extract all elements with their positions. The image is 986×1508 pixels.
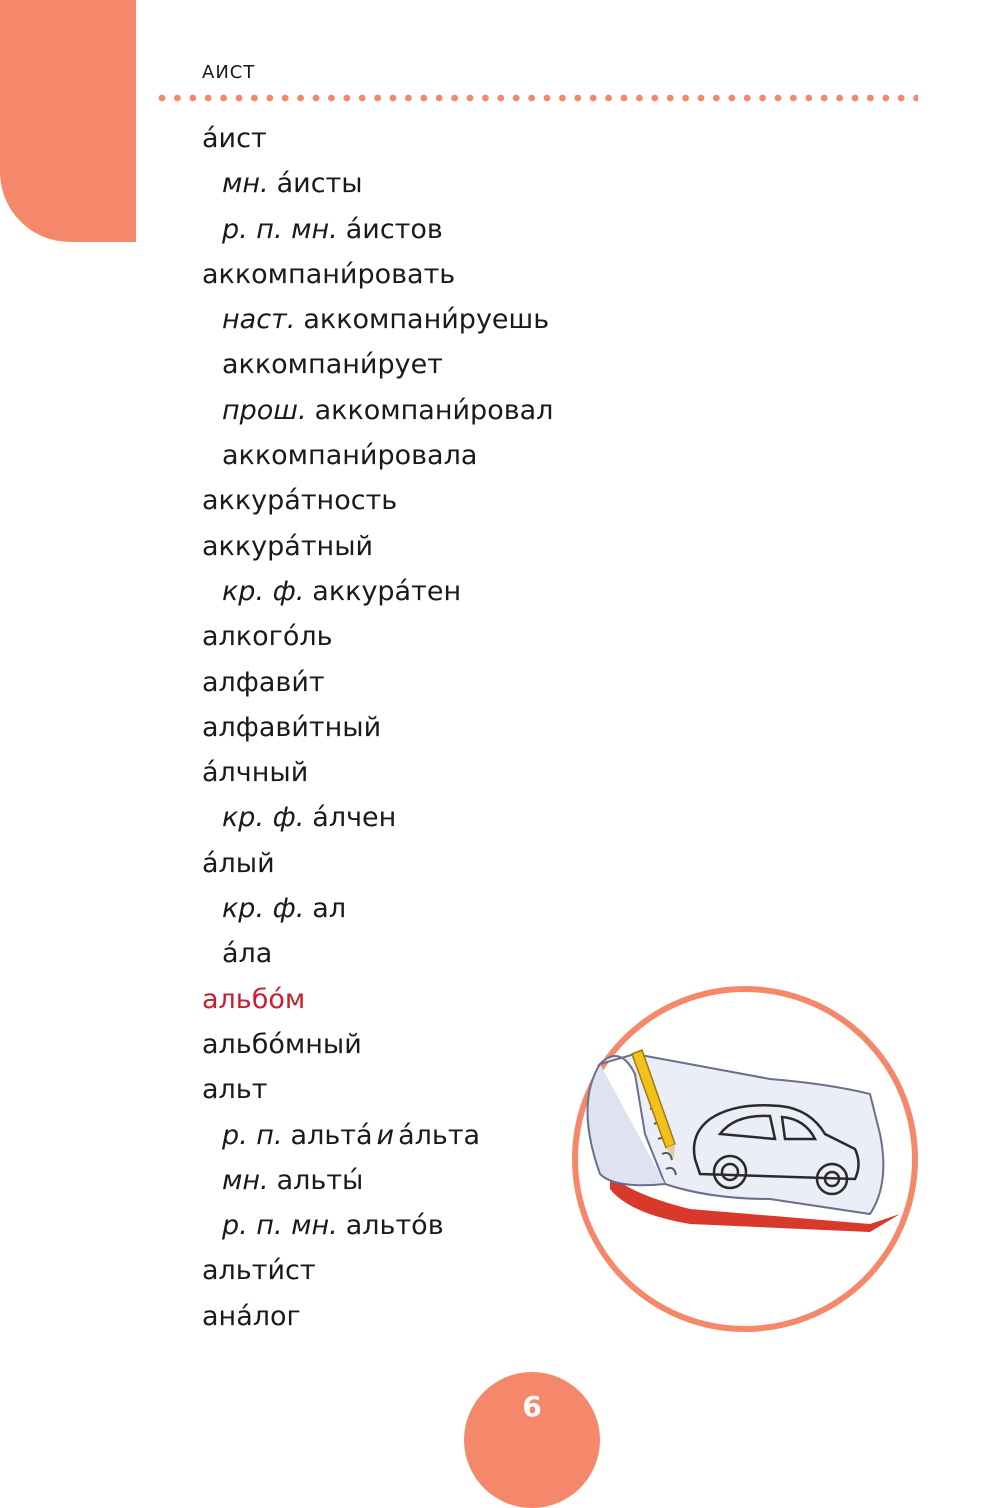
dictionary-entry [202, 614, 762, 659]
entry-word: ал [312, 893, 347, 925]
grammar-abbreviation: р. п. мн. [222, 213, 338, 245]
entry-word: а́исты [276, 168, 363, 200]
entry-word: а́лый [202, 847, 275, 879]
grammar-abbreviation: р. п. мн. [222, 1210, 338, 1242]
entry-word: а́лчный [202, 757, 309, 789]
entry-word: а́лчен [312, 802, 397, 834]
entry-word: аккомпани́ровал [314, 394, 554, 426]
dictionary-entry [202, 252, 762, 297]
entry-word: а́истов [345, 213, 443, 245]
dictionary-entry [202, 841, 762, 886]
dictionary-entry [202, 931, 762, 976]
entry-word: а́ист [202, 123, 267, 154]
dictionary-entry [202, 161, 762, 206]
grammar-abbreviation: наст. [222, 304, 296, 336]
grammar-abbreviation: р. п. [222, 1119, 283, 1151]
entry-word: алкого́ль [202, 621, 333, 653]
dictionary-entry [202, 660, 762, 705]
entry-word: альты́ [276, 1164, 364, 1196]
entry-word-variant: а́льта [398, 1119, 481, 1151]
entry-word: альт [202, 1074, 268, 1106]
dictionary-entry [202, 886, 762, 931]
grammar-abbreviation: кр. ф. [222, 893, 305, 925]
page-number: 6 [522, 1390, 542, 1423]
grammar-abbreviation: мн. [222, 168, 269, 200]
entry-word: алфави́тный [202, 711, 382, 743]
entry-word: аккура́тность [202, 485, 398, 517]
dotted-divider [158, 94, 918, 102]
grammar-abbreviation: мн. [222, 1164, 269, 1196]
dictionary-entry [202, 207, 762, 252]
entry-word: аккура́тен [312, 575, 462, 607]
entry-word: аккомпани́руешь [303, 304, 550, 336]
dictionary-entry [202, 116, 762, 161]
dictionary-entry [202, 388, 762, 433]
conjunction: и [376, 1119, 395, 1151]
entry-word: аккомпани́ровать [202, 258, 456, 290]
dictionary-entry [202, 569, 762, 614]
entry-word: алфави́т [202, 666, 325, 698]
dictionary-entry [202, 433, 762, 478]
corner-tab [0, 0, 136, 242]
entry-word: альти́ст [202, 1255, 316, 1287]
entry-word: альбо́м [202, 983, 306, 1015]
dictionary-entry [202, 750, 762, 795]
entry-word: ана́лог [202, 1300, 301, 1332]
grammar-abbreviation: кр. ф. [222, 575, 305, 607]
entry-word: аккомпани́рует [222, 349, 443, 381]
dictionary-entry [202, 795, 762, 840]
dictionary-entry [202, 342, 762, 387]
sketchbook-illustration [570, 984, 920, 1334]
dictionary-entry [202, 524, 762, 569]
entry-word: альбо́мный [202, 1028, 362, 1060]
entry-word: аккомпани́ровала [222, 440, 478, 472]
dictionary-entry [202, 705, 762, 750]
dictionary-entry [202, 297, 762, 342]
entry-word: альто́в [345, 1210, 444, 1242]
running-head: АИСТ [202, 62, 256, 83]
grammar-abbreviation: кр. ф. [222, 802, 305, 834]
entry-word: альта́ [290, 1119, 373, 1151]
dictionary-entry [202, 478, 762, 523]
entry-word: аккура́тный [202, 530, 374, 562]
entry-word: а́ла [222, 938, 273, 970]
grammar-abbreviation: прош. [222, 394, 307, 426]
